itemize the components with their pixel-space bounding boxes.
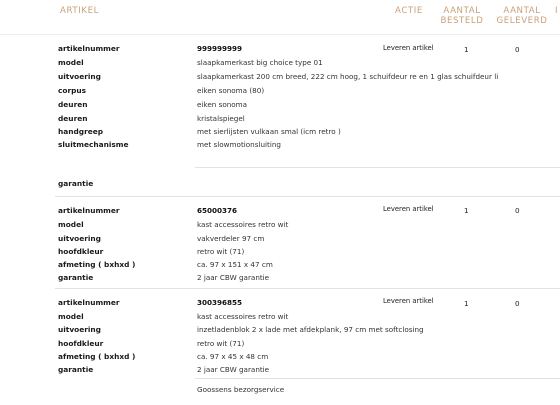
label-uitvoering: uitvoering [58,325,101,334]
row-divider [55,196,560,197]
divider [195,167,560,168]
value-corpus: eiken sonoma (80) [197,86,265,95]
value-sluitmechanisme: met slowmotionsluiting [197,140,281,149]
qty-geleverd: 0 [515,299,520,308]
value-handgreep: met sierlijsten vulkaan smal (icm retro ) [197,127,341,136]
label-handgreep: handgreep [58,127,104,136]
column-header-aantal-besteld-line1: AANTAL [443,6,481,16]
value-hoofdkleur: retro wit (71) [197,339,245,348]
label-uitvoering: uitvoering [58,234,101,243]
label-artikelnummer: artikelnummer [58,44,120,53]
action-leveren-artikel: Leveren artikel [383,205,434,213]
label-model: model [58,312,84,321]
action-leveren-artikel: Leveren artikel [383,297,434,305]
label-hoofdkleur: hoofdkleur [58,247,104,256]
value-garantie: 2 jaar CBW garantie [197,365,270,374]
label-sluitmechanisme: sluitmechanisme [58,140,129,149]
label-model: model [58,58,84,67]
column-header-artikel: ARTIKEL [60,6,100,16]
label-corpus: corpus [58,86,87,95]
qty-besteld: 1 [464,299,469,308]
column-header-aantal-geleverd-line2: GELEVERD [496,16,548,26]
column-header-extra: I [555,6,559,16]
column-header-aantal-besteld-line2: BESTELD [440,16,484,26]
value-hoofdkleur: retro wit (71) [197,247,245,256]
qty-geleverd: 0 [515,45,520,54]
column-header-aantal-geleverd-line1: AANTAL [503,6,541,16]
label-model: model [58,220,84,229]
label-uitvoering: uitvoering [58,72,101,81]
label-afmeting: afmeting ( bxhxd ) [58,260,136,269]
qty-besteld: 1 [464,206,469,215]
label-artikelnummer: artikelnummer [58,298,120,307]
column-header-aantal-geleverd [493,6,551,26]
value-model: slaapkamerkast big choice type 01 [197,58,323,67]
value-uitvoering: vakverdeler 97 cm [197,234,265,243]
label-garantie: garantie [58,179,94,188]
label-garantie: garantie [58,273,94,282]
value-artikelnummer: 300396855 [197,298,243,307]
row-divider [55,288,560,289]
value-garantie: 2 jaar CBW garantie [197,273,270,282]
label-garantie: garantie [58,365,94,374]
value-model: kast accessoires retro wit [197,312,289,321]
qty-besteld: 1 [464,45,469,54]
value-uitvoering: inzetladenblok 2 x lade met afdekplank, 97 cm met softclosing [197,325,424,334]
qty-geleverd: 0 [515,206,520,215]
value-deuren-2: kristalspiegel [197,114,245,123]
label-hoofdkleur: hoofdkleur [58,339,104,348]
column-header-actie: ACTIE [395,6,423,16]
label-afmeting: afmeting ( bxhxd ) [58,352,136,361]
value-artikelnummer: 999999999 [197,44,243,53]
action-leveren-artikel: Leveren artikel [383,44,434,52]
value-artikelnummer: 65000376 [197,206,238,215]
label-artikelnummer: artikelnummer [58,206,120,215]
column-header-aantal-besteld [437,6,487,26]
divider [195,378,560,379]
value-bezorgservice: Goossens bezorgservice [197,385,285,394]
label-deuren-2: deuren [58,114,88,123]
value-uitvoering: slaapkamerkast 200 cm breed, 222 cm hoog, 1 schuifdeur re en 1 glas schuifdeur li [197,72,499,81]
value-model: kast accessoires retro wit [197,220,289,229]
value-afmeting: ca. 97 x 151 x 47 cm [197,260,273,269]
header-divider [0,34,560,35]
value-afmeting: ca. 97 x 45 x 48 cm [197,352,269,361]
label-deuren: deuren [58,100,88,109]
value-deuren: eiken sonoma [197,100,248,109]
